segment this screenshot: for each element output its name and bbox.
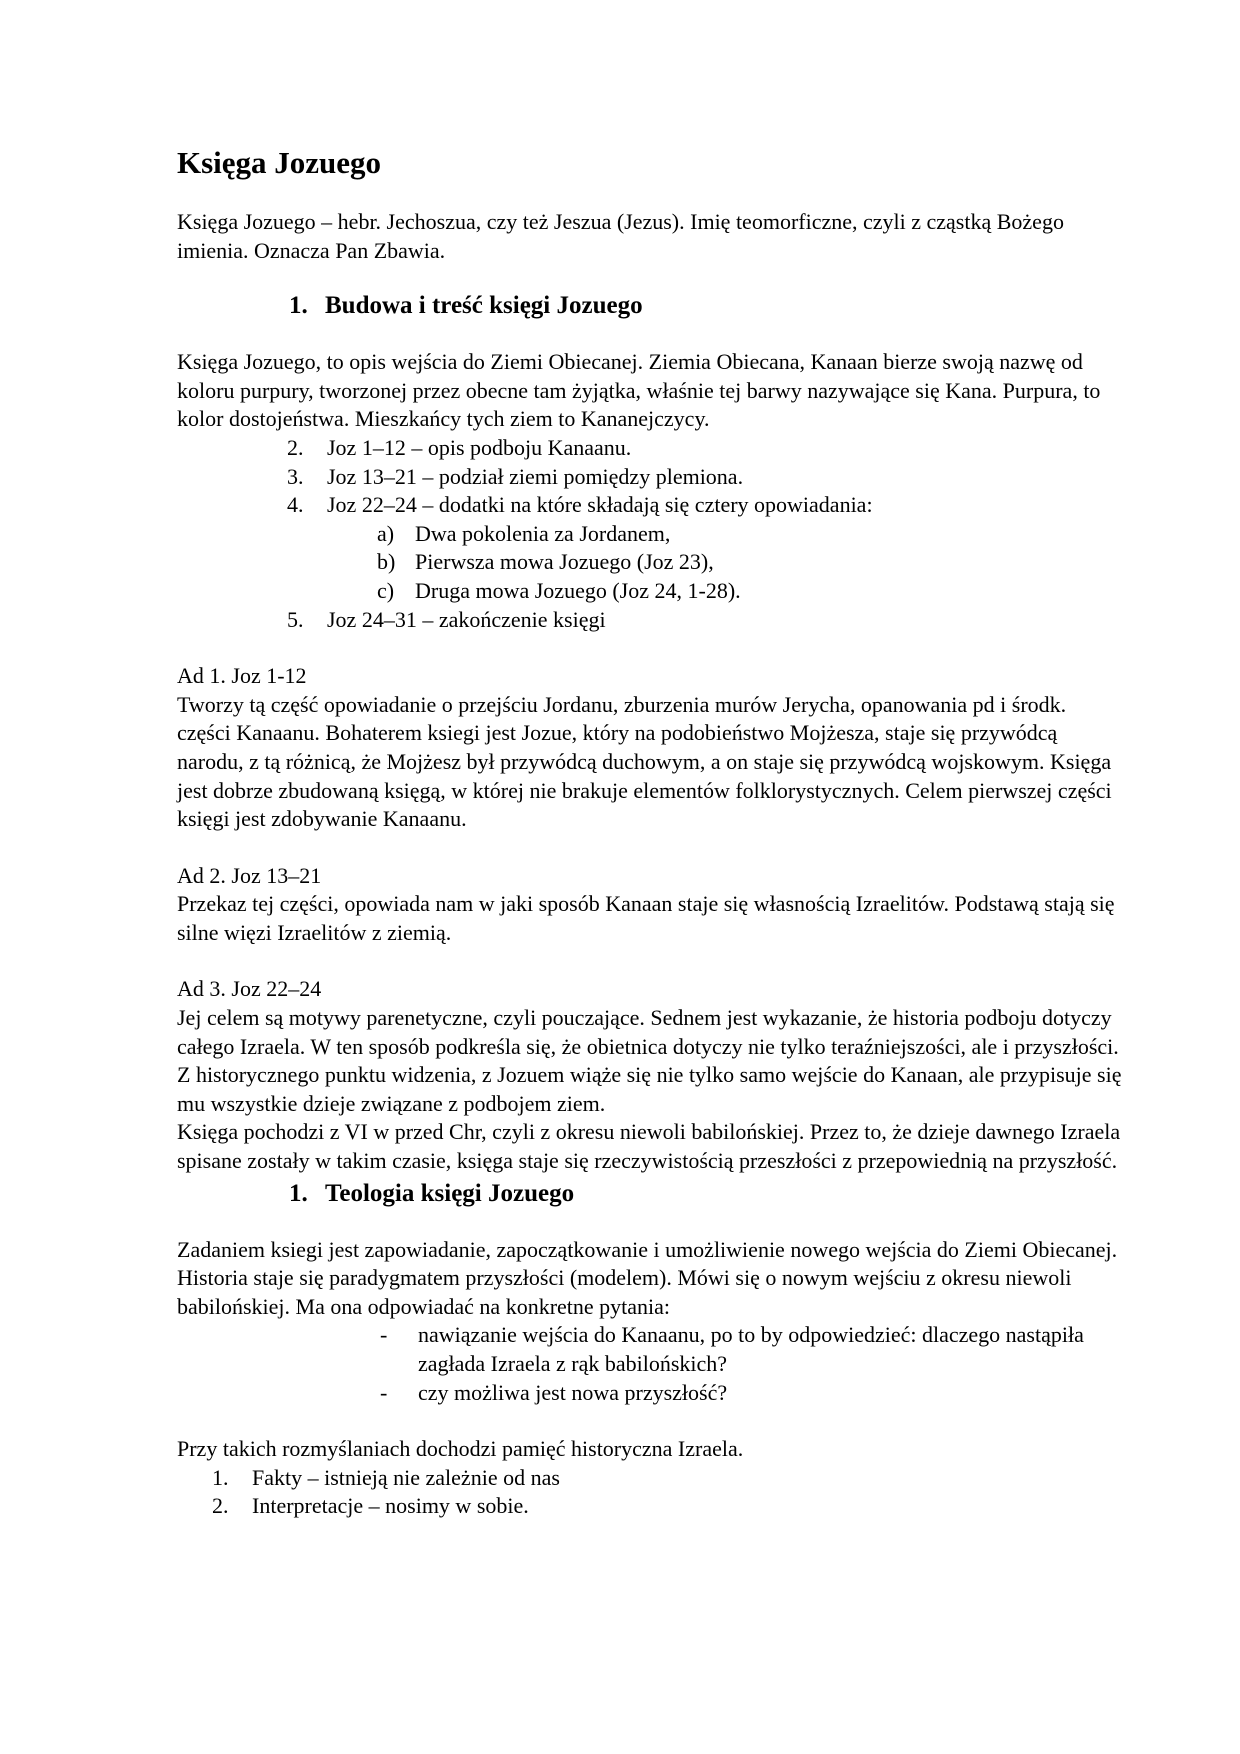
intro-paragraph: Księga Jozuego – hebr. Jechoszua, czy też Jeszua (Jezus). Imię teomorficzne, czyli z cząstką Bożego imienia. Oznacza Pan Zbawia.	[177, 209, 1064, 263]
list-item-text: Joz 24–31 – zakończenie księgi	[327, 606, 606, 632]
dash-list-item	[380, 1379, 1122, 1408]
dash-list	[177, 1321, 1122, 1407]
list-item-text: nawiązanie wejścia do Kanaanu, po to by odpowiedzieć: dlaczego nastąpiła zagłada Izraela z rąk babilońskich?	[418, 1322, 1084, 1376]
ad3-title: Ad 3. Joz 22–24	[177, 976, 322, 1002]
ad2-text: Przekaz tej części, opowiada nam w jaki sposób Kanaan staje się własnością Izraelitów. Podstawą stają się silne więzi Izraelitów z ziemią.	[177, 891, 1115, 945]
section-heading-teologia	[289, 1178, 1122, 1210]
list-marker: b)	[377, 549, 396, 575]
list-item-text: Druga mowa Jozuego (Joz 24, 1-28).	[415, 577, 741, 603]
list-item-text: Joz 22–24 – dodatki na które składają się cztery opowiadania:	[327, 492, 873, 518]
dash-marker: -	[380, 1322, 388, 1348]
list-marker: 1.	[212, 1464, 229, 1490]
list-marker: 3.	[287, 463, 304, 489]
section2-paragraph-2: Przy takich rozmyślaniach dochodzi pamięć historyczna Izraela.	[177, 1436, 744, 1462]
sublist-item	[377, 520, 1122, 549]
list-item	[287, 491, 1122, 520]
ad2-title: Ad 2. Joz 13–21	[177, 862, 322, 888]
dash-marker: -	[380, 1379, 388, 1405]
ad1-title: Ad 1. Joz 1-12	[177, 663, 307, 689]
document-body	[177, 143, 1122, 1521]
list-marker: c)	[377, 577, 395, 603]
list-item	[212, 1492, 1122, 1521]
section-number: 1.	[289, 292, 308, 320]
sublist-item	[377, 577, 1122, 606]
section1-paragraph: Księga Jozuego, to opis wejścia do Ziemi Obiecanej. Ziemia Obiecana, Kanaan bierze swoją nazwę od koloru purpury, tworzonej przez obecne tam żyjątka, właśnie tej barwy nazywające się Kana. Purpura, to kolor dostojeństwa. Mieszkańcy tych ziem to Kananejczycy.	[177, 349, 1101, 432]
list-item	[212, 1464, 1122, 1493]
ad3-text: Jej celem są motywy parenetyczne, czyli pouczające. Sednem jest wykazanie, że historia podboju dotyczy całego Izraela. W ten sposób podkreśla się, że obietnica dotyczy nie tylko teraźniejszości, ale i przyszłości. Z historycznego punktu widzenia, z Jozuem wiąże się nie tylko samo wejście do Kanaan, ale przypisuje się mu wszystkie dzieje związane z podbojem ziem.	[177, 1005, 1122, 1116]
list-item-text: Interpretacje – nosimy w sobie.	[252, 1493, 529, 1519]
list-item	[287, 434, 1122, 463]
list-marker: 2.	[212, 1493, 229, 1519]
ad3-text-continued: Księga pochodzi z VI w przed Chr, czyli z okresu niewoli babilońskiej. Przez to, że dzieje dawnego Izraela spisane zostały w takim czasie, księga staje się rzeczywistością przeszłości z przepowiednią na przyszłość.	[177, 1119, 1121, 1174]
ad1-text: Tworzy tą część opowiadanie o przejściu Jordanu, zburzenia murów Jerycha, opanowania pd i środk. części Kanaanu. Bohaterem ksiegi jest Jozue, który na podobieństwo Mojżesza, staje się przywódcą narodu, z tą różnicą, że Mojżesz był przywódcą duchowym, a on staje się przywódcą wojskowym. Księga jest dobrze zbudowaną księgą, w której nie brakuje elementów folklorystycznych. Celem pierwszej części księgi jest zdobywanie Kanaanu.	[177, 691, 1112, 832]
final-numbered-list	[177, 1464, 1122, 1521]
section-title: Teologia księgi Jozuego	[325, 1179, 575, 1207]
section-title: Budowa i treść księgi Jozuego	[325, 292, 643, 320]
list-marker: 4.	[287, 492, 304, 518]
section-number: 1.	[289, 1179, 308, 1207]
sublist-item	[377, 548, 1122, 577]
section-heading-budowa	[289, 290, 1122, 322]
list-marker: 5.	[287, 606, 304, 632]
list-item-text: Pierwsza mowa Jozuego (Joz 23),	[415, 549, 714, 575]
list-item	[287, 606, 1122, 635]
list-item-text: Joz 13–21 – podział ziemi pomiędzy plemiona.	[327, 463, 744, 489]
list-item-text: Fakty – istnieją nie zależnie od nas	[252, 1464, 560, 1490]
numbered-list	[177, 434, 1122, 634]
list-item	[287, 463, 1122, 492]
dash-list-item	[380, 1321, 1122, 1378]
list-marker: a)	[377, 520, 395, 546]
document-title: Księga Jozuego	[177, 145, 382, 180]
list-item-text: Dwa pokolenia za Jordanem,	[415, 520, 671, 546]
section2-paragraph: Zadaniem ksiegi jest zapowiadanie, zapoczątkowanie i umożliwienie nowego wejścia do Ziemi Obiecanej. Historia staje się paradygmatem przyszłości (modelem). Mówi się o nowym wejściu z okresu niewoli babilońskiej. Ma ona odpowiadać na konkretne pytania:	[177, 1236, 1118, 1319]
list-item-text: czy możliwa jest nowa przyszłość?	[418, 1379, 728, 1405]
list-item-text: Joz 1–12 – opis podboju Kanaanu.	[327, 434, 632, 460]
list-marker: 2.	[287, 434, 304, 460]
